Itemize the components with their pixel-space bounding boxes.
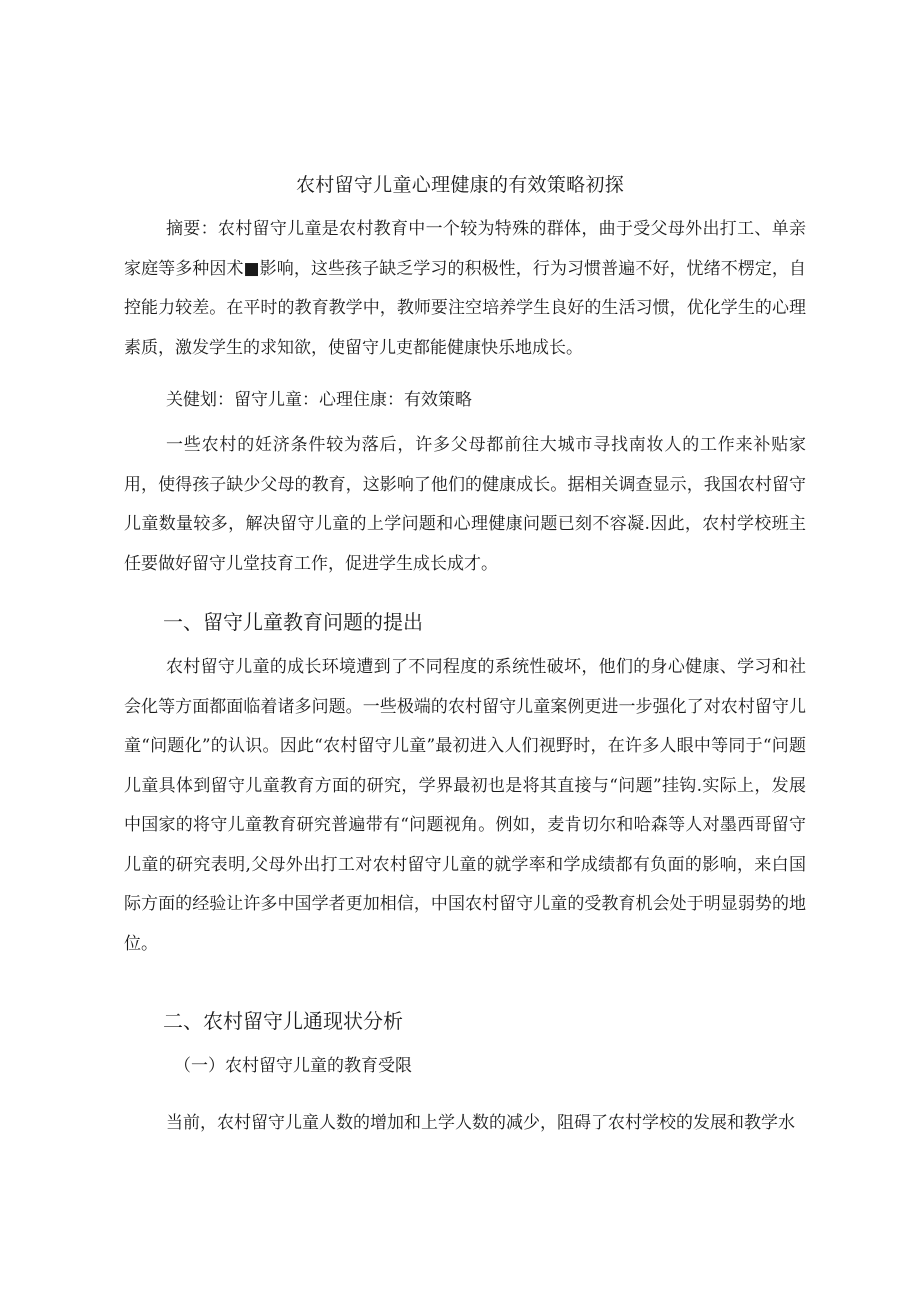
section-2-subheading: （一）农村留守儿童的教育受限	[174, 1056, 412, 1076]
section-1-paragraph: 农村留守儿童的成长环境遭到了不同程度的系统性破坏，他们的身心健康、学习和社会化等方面都面临着诸多问题。一些极端的农村留守儿童案例更进一步强化了对农村留守儿童“问题化”的认识。因此“农村留守儿童”最初进入人们视野时，在许多人眼中等同于“问题儿童具体到留守儿童教育方面的研究，学界最初也是将其直接与“问题”挂钩.实际上，发展中国家的将守儿童教育研究普遍带有“问题视角。例如，麦肯切尔和哈森等人对墨西哥留守儿童的研究表明,父母外出打工对农村留守儿童的就学率和学成绩都有负面的影响，来白国际方面的经验让许多中国学者更加相信，中国农村留守儿童的受教育机会处于明显弱势的地位。	[124, 657, 806, 954]
keywords-line: 关健划：留守儿童：心理住康：有效策略	[166, 390, 472, 410]
section-2-paragraph: 当前，农村留守儿童人数的增加和上学人数的减少，阻碍了农村学校的发展和教学水	[166, 1113, 795, 1133]
document-title: 农村留守儿童心理健康的有效策略初探	[295, 174, 625, 196]
intro-paragraph: 一些农村的妊济条件较为落后，许多父母都前往大城市寻找南妆人的工作来补贴家用，使得孩子缺少父母的教育，这影响了他们的健康成长。据相关调查显示，我国农村留守儿童数量较多，解决留守儿童的上学问题和心理健康问题已刻不容凝.因此，农村学校班主任要做好留守儿堂技育工作，促进学生成长成才。	[124, 435, 806, 574]
abstract-paragraph: 摘要：农村留守儿童是农村教育中一个较为特殊的群体，曲于受父母外出打工、单亲家庭等多种因术■影响，这些孩子缺乏学习的积极性，行为习惯普遍不好，忧绪不楞定，自控能力较差。在平时的教育教学中，教师要注空培养学生良好的生活习惯，优化学生的心理素质，激发学生的求知欲，使留守儿吏都能健康快乐地成长。	[124, 219, 806, 358]
section-2-heading: 二、农村留守儿通现状分析	[163, 1009, 403, 1033]
section-1-heading: 一、留守儿童教育问题的提出	[163, 610, 423, 634]
